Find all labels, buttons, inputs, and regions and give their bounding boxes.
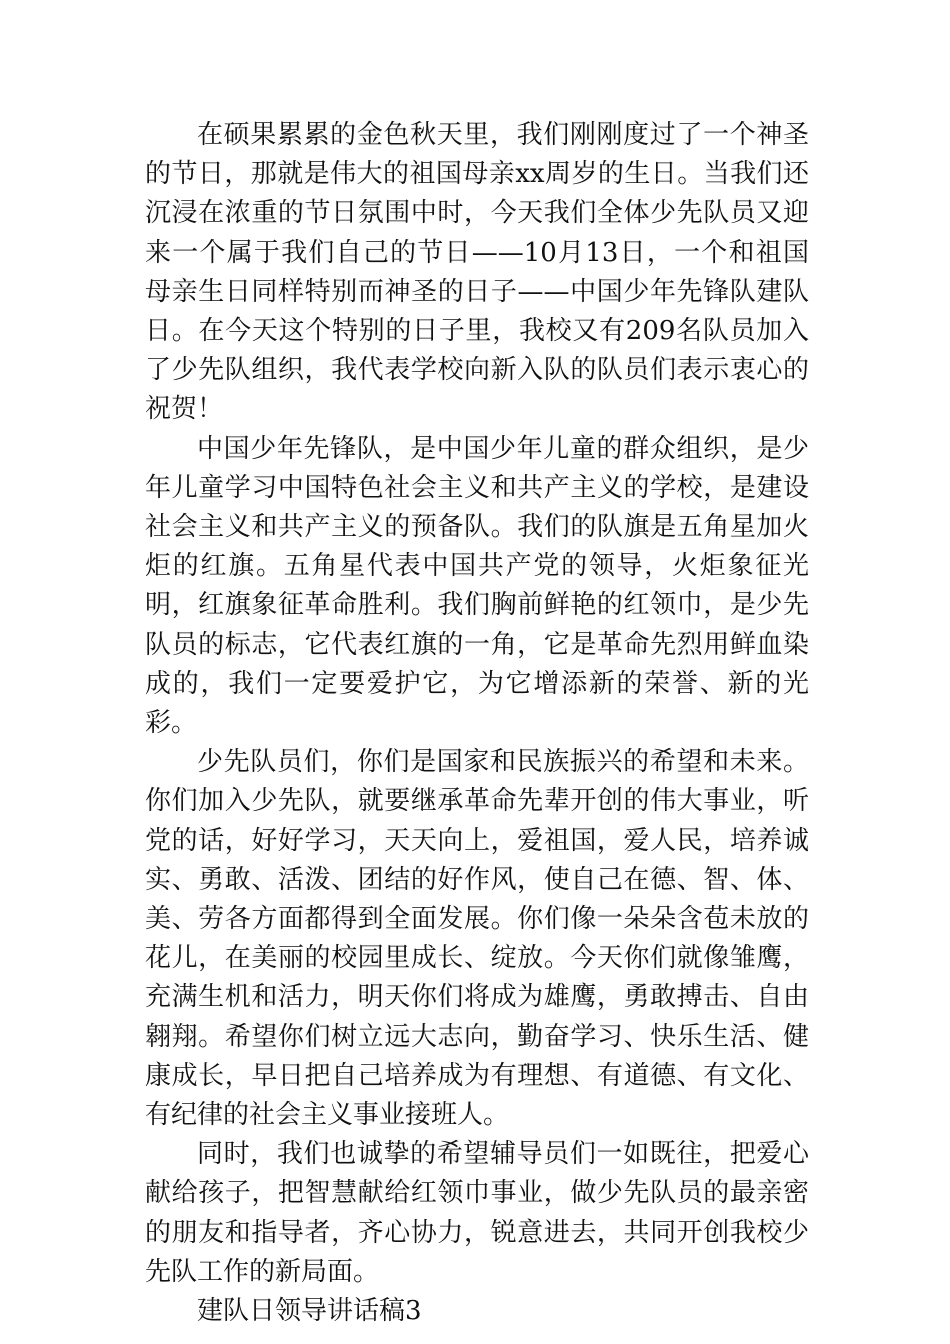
- paragraph-4: 同时，我们也诚挚的希望辅导员们一如既往，把爱心献给孩子，把智慧献给红领巾事业，做少先队员的最亲密的朋友和指导者，齐心协力，锐意进去，共同开创我校少先队工作的新局面。: [145, 1139, 809, 1287]
- section-heading: 建队日领导讲话稿3: [197, 1296, 422, 1327]
- paragraph-3: 少先队员们，你们是国家和民族振兴的希望和未来。你们加入少先队，就要继承革命先辈开创的伟大事业，听党的话，好好学习，天天向上，爱祖国，爱人民，培养诚实、勇敢、活泼、团结的好作风，使自己在德、智、体、美、劳各方面都得到全面发展。你们像一朵朵含苞未放的花儿，在美丽的校园里成长、绽放。今天你们就像雏鹰，充满生机和活力，明天你们将成为雄鹰，勇敢搏击、自由翱翔。希望你们树立远大志向，勤奋学习、快乐生活、健康成长，早日把自己培养成为有理想、有道德、有文化、有纪律的社会主义事业接班人。: [145, 747, 809, 1131]
- document-body: [145, 116, 809, 1331]
- paragraph-2: 中国少年先锋队，是中国少年儿童的群众组织，是少年儿童学习中国特色社会主义和共产主义的学校，是建设社会主义和共产主义的预备队。我们的队旗是五角星加火炬的红旗。五角星代表中国共产党的领导，火炬象征光明，红旗象征革命胜利。我们胸前鲜艳的红领巾，是少先队员的标志，它代表红旗的一角，它是革命先烈用鲜血染成的，我们一定要爱护它，为它增添新的荣誉、新的光彩。: [145, 433, 809, 739]
- paragraph-1: 在硕果累累的金色秋天里，我们刚刚度过了一个神圣的节日，那就是伟大的祖国母亲xx周岁的生日。当我们还沉浸在浓重的节日氛围中时，今天我们全体少先队员又迎来一个属于我们自己的节日——10月13日，一个和祖国母亲生日同样特别而神圣的日子——中国少年先锋队建队日。在今天这个特别的日子里，我校又有209名队员加入了少先队组织，我代表学校向新入队的队员们表示衷心的祝贺！: [145, 120, 809, 425]
